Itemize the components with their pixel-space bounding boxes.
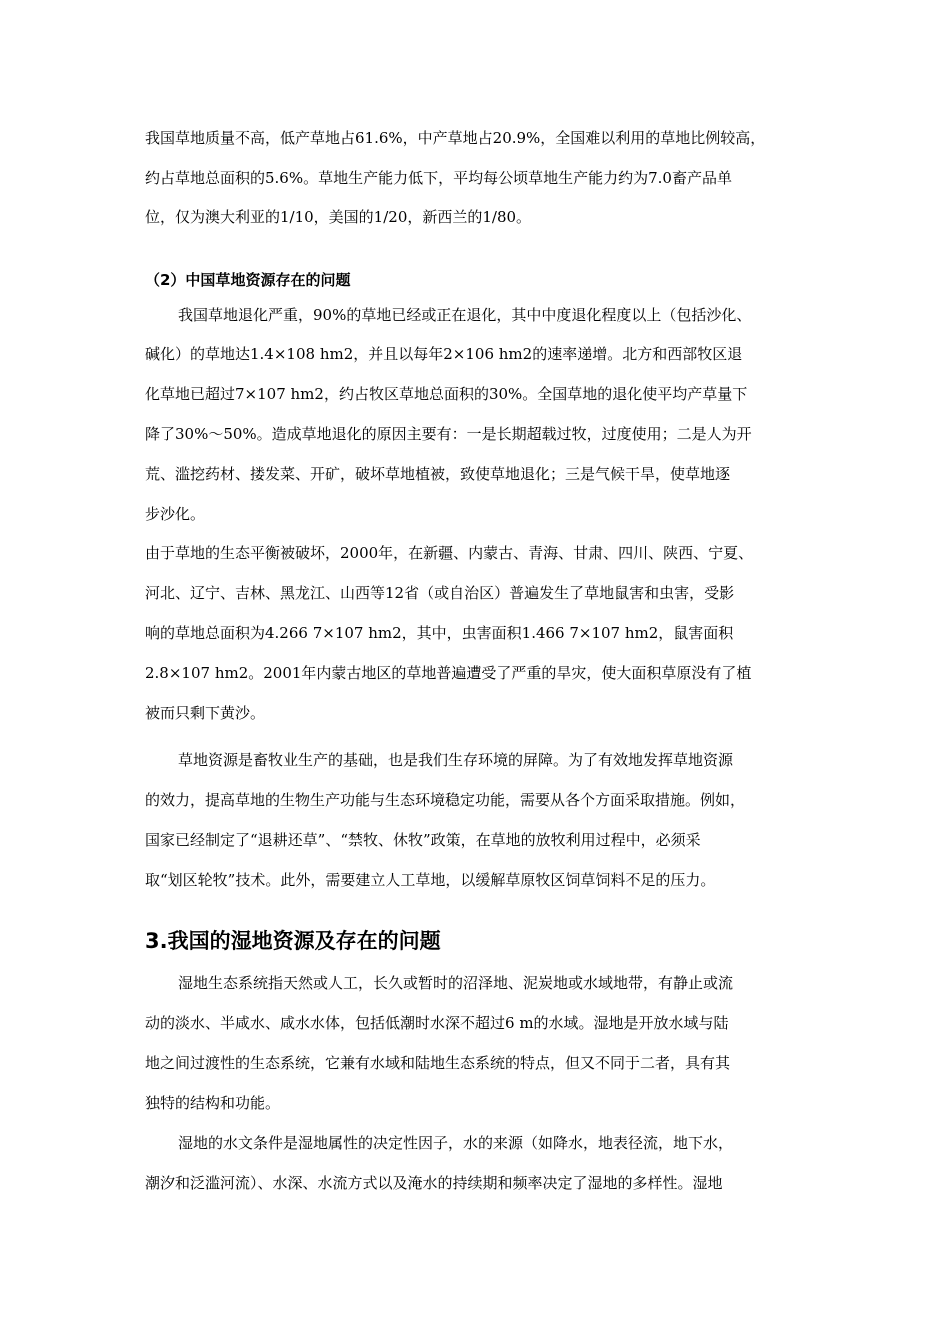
body-text-line: 步沙化。 xyxy=(145,505,206,523)
section-subheading: （2）中国草地资源存在的问题 xyxy=(145,271,351,289)
body-text-line: 湿地生态系统指天然或人工，长久或暂时的沼泽地、泥炭地或水域地带，有静止或流 xyxy=(178,974,734,992)
body-text-line: 我国草地退化严重，90%的草地已经或正在退化，其中中度退化程度以上（包括沙化、 xyxy=(178,306,752,324)
section-heading: 3.我国的湿地资源及存在的问题 xyxy=(145,929,441,953)
body-text-line: 化草地已超过7×107 hm2，约占牧区草地总面积的30%。全国草地的退化使平均产草量下 xyxy=(145,385,748,403)
body-text-line: 的效力，提高草地的生物生产功能与生态环境稳定功能，需要从各个方面采取措施。例如， xyxy=(145,791,746,809)
body-text-line: 独特的结构和功能。 xyxy=(145,1094,281,1112)
body-text-line: 位，仅为澳大利亚的1/10，美国的1/20，新西兰的1/80。 xyxy=(145,208,532,226)
body-text-line: 2.8×107 hm2。2001年内蒙古地区的草地普遍遭受了严重的旱灾，使大面积草原没有了植 xyxy=(145,664,752,682)
body-text-line: 降了30%～50%。造成草地退化的原因主要有：一是长期超载过牧，过度使用；二是人为开 xyxy=(145,425,752,443)
body-text-line: 国家已经制定了“退耕还草”、“禁牧、休牧”政策，在草地的放牧利用过程中，必须采 xyxy=(145,831,701,849)
body-text-line: 地之间过渡性的生态系统，它兼有水域和陆地生态系统的特点，但又不同于二者，具有其 xyxy=(145,1054,731,1072)
body-text-line: 碱化）的草地达1.4×108 hm2，并且以每年2×106 hm2的速率递增。北方和西部牧区退 xyxy=(145,345,743,363)
body-text-line: 我国草地质量不高，低产草地占61.6%，中产草地占20.9%，全国难以利用的草地比例较高， xyxy=(145,129,766,147)
body-text-line: 约占草地总面积的5.6%。草地生产能力低下，平均每公顷草地生产能力约为7.0畜产品单 xyxy=(145,169,732,187)
body-text-line: 动的淡水、半咸水、咸水水体，包括低潮时水深不超过6 m的水域。湿地是开放水域与陆 xyxy=(145,1014,729,1032)
body-text-line: 草地资源是畜牧业生产的基础，也是我们生存环境的屏障。为了有效地发挥草地资源 xyxy=(178,751,734,769)
body-text-line: 由于草地的生态平衡被破坏，2000年，在新疆、内蒙古、青海、甘肃、四川、陕西、宁夏、 xyxy=(145,544,754,562)
body-text-line: 响的草地总面积为4.266 7×107 hm2，其中，虫害面积1.466 7×107 hm2，鼠害面积 xyxy=(145,624,734,642)
body-text-line: 河北、辽宁、吉林、黑龙江、山西等12省（或自治区）普遍发生了草地鼠害和虫害，受影 xyxy=(145,584,735,602)
body-text-line: 湿地的水文条件是湿地属性的决定性因子，水的来源（如降水，地表径流，地下水， xyxy=(178,1134,734,1152)
body-text-line: 被而只剩下黄沙。 xyxy=(145,704,266,722)
body-text-line: 荒、滥挖药材、搂发菜、开矿，破坏草地植被，致使草地退化；三是气候干旱，使草地逐 xyxy=(145,465,731,483)
body-text-line: 潮汐和泛滥河流）、水深、水流方式以及淹水的持续期和频率决定了湿地的多样性。湿地 xyxy=(145,1174,723,1192)
body-text-line: 取“划区轮牧”技术。此外，需要建立人工草地，以缓解草原牧区饲草饲料不足的压力。 xyxy=(145,871,716,889)
